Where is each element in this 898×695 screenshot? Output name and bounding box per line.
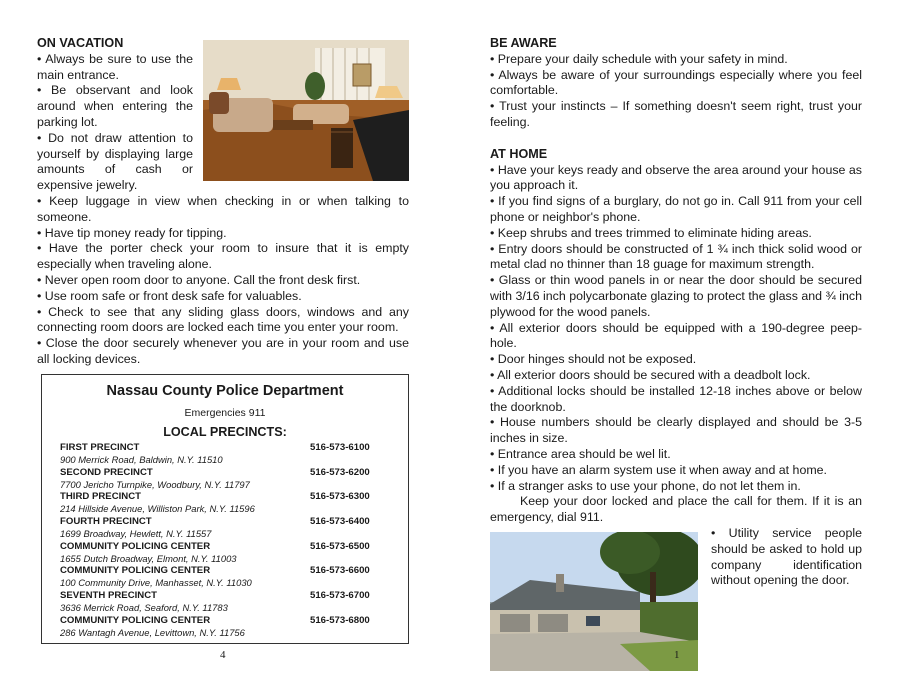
precinct-address: 100 Community Drive, Manhasset, N.Y. 11030: [60, 577, 252, 589]
list-item: • Keep luggage in view when checking in or when talking to someone.: [37, 193, 409, 224]
list-item: • Prepare your daily schedule with your safety in mind.: [490, 51, 788, 66]
precinct-entry: [60, 467, 390, 492]
list-item: • All exterior doors should be equipped with a 190-degree peep-hole.: [490, 320, 862, 351]
list-item: • Do not draw attention to yourself by displaying large amounts of cash or expensive jewelry.: [37, 130, 193, 193]
precinct-name: FOURTH PRECINCT: [60, 516, 152, 528]
on-vacation-heading: ON VACATION: [37, 36, 124, 50]
precinct-address: 286 Wantagh Avenue, Levittown, N.Y. 11756: [60, 626, 245, 638]
precinct-entry: [60, 615, 390, 640]
list-item: • Entrance area should be wel lit.: [490, 446, 671, 461]
precinct-entry: [60, 516, 390, 541]
precinct-address: 1699 Broadway, Hewlett, N.Y. 11557: [60, 528, 212, 540]
precinct-phone: 516-573-6700: [310, 590, 370, 602]
precinct-address: 3636 Merrick Road, Seaford, N.Y. 11783: [60, 602, 228, 614]
precinct-name: SECOND PRECINCT: [60, 466, 153, 478]
precinct-name: COMMUNITY POLICING CENTER: [60, 614, 211, 626]
list-item: • Keep shrubs and trees trimmed to eliminate hiding areas.: [490, 225, 812, 240]
precinct-name: COMMUNITY POLICING CENTER: [60, 540, 211, 552]
list-item: • House numbers should be clearly displayed and should be 3-5 inches in size.: [490, 415, 862, 446]
list-item: • Always be aware of your surroundings especially where you feel comfortable.: [490, 67, 862, 98]
be-aware-heading: BE AWARE: [490, 36, 557, 50]
precinct-entry: [60, 541, 390, 566]
list-item: • All exterior doors should be secured with a deadbolt lock.: [490, 367, 811, 382]
police-box-title: Nassau County Police Department: [106, 383, 344, 399]
precinct-name: COMMUNITY POLICING CENTER: [60, 565, 211, 577]
police-department-box: [41, 374, 409, 644]
list-item: • Entry doors should be constructed of 1 ¾ inch thick solid wood or metal clad no thinner than 18 guage for maximum strength.: [490, 241, 862, 272]
precinct-name: SEVENTH PRECINCT: [60, 590, 158, 602]
precinct-phone: 516-573-6500: [310, 540, 370, 552]
at-home-heading: AT HOME: [490, 146, 548, 161]
list-item: • If you find signs of a burglary, do not go in. Call 911 from your cell phone or neighbor's phone.: [490, 194, 862, 224]
list-item: • If a stranger asks to use your phone, do not let them in.: [490, 478, 801, 493]
precinct-name: THIRD PRECINCT: [60, 491, 142, 503]
list-item: • Have tip money ready for tipping.: [37, 225, 227, 240]
precinct-phone: 516-573-6300: [310, 491, 370, 503]
precinct-phone: 516-573-6400: [310, 516, 370, 528]
list-item: • Have the porter check your room to insure that it is empty especially when traveling alone.: [37, 241, 409, 272]
local-precincts-heading: LOCAL PRECINCTS:: [163, 425, 287, 439]
list-item: • Be observant and look around when entering the parking lot.: [37, 83, 193, 129]
house-photo: [490, 532, 698, 671]
precinct-phone: 516-573-6100: [310, 442, 370, 453]
page-number-right: 1: [674, 649, 680, 661]
emergency-line: Emergencies 911: [184, 407, 266, 419]
precinct-address: 900 Merrick Road, Baldwin, N.Y. 11510: [60, 454, 223, 465]
list-item: • Use room safe or front desk safe for valuables.: [37, 288, 302, 303]
precinct-address: 214 Hillside Avenue, Williston Park, N.Y. 11596: [60, 503, 255, 515]
hotel-room-photo: [203, 40, 409, 181]
precinct-entry: [60, 491, 390, 516]
left-page-column: [37, 36, 409, 368]
list-item: • Trust your instincts – If something doesn't seem right, trust your feeling.: [490, 99, 862, 129]
list-item: • Utility service people should be asked to hold up company identification without opening the door.: [711, 525, 862, 588]
precinct-address: 7700 Jericho Turnpike, Woodbury, N.Y. 11797: [60, 478, 250, 490]
precinct-entry: [60, 565, 390, 590]
list-item: • Never open room door to anyone. Call the front desk first.: [37, 272, 361, 287]
list-item: • Close the door securely whenever you are in your room and use all locking devices.: [37, 336, 409, 366]
list-item: • Additional locks should be installed 12-18 inches above or below the doorknob.: [490, 383, 862, 414]
precinct-entry: [60, 442, 390, 467]
list-item: • Check to see that any sliding glass doors, windows and any connecting room doors are locked each time you enter your room.: [37, 304, 409, 335]
list-item: • Glass or thin wood panels in or near the door should be secured with 3/16 inch polycarbonate glazing to protect the glass and ¾ inch plywood for the wood panels.: [490, 273, 862, 319]
right-page-column: [490, 36, 862, 671]
precinct-name: FIRST PRECINCT: [60, 442, 140, 453]
list-item: • If you have an alarm system use it when away and at home.: [490, 462, 827, 477]
list-item: • Have your keys ready and observe the area around your house as you approach it.: [490, 162, 862, 193]
precinct-address: 1655 Dutch Broadway, Elmont, N.Y. 11003: [60, 552, 237, 564]
precinct-entry: [60, 590, 390, 615]
closing-paragraph: Keep your door locked and place the call for them. If it is an emergency, dial 911.: [490, 494, 862, 525]
list-item: • Always be sure to use the main entrance.: [37, 51, 193, 82]
precinct-phone: 516-573-6800: [310, 614, 370, 626]
page-number-left: 4: [220, 649, 226, 661]
precinct-phone: 516-573-6200: [310, 466, 370, 478]
list-item: • Door hinges should not be exposed.: [490, 352, 697, 367]
precinct-phone: 516-573-6600: [310, 565, 370, 577]
